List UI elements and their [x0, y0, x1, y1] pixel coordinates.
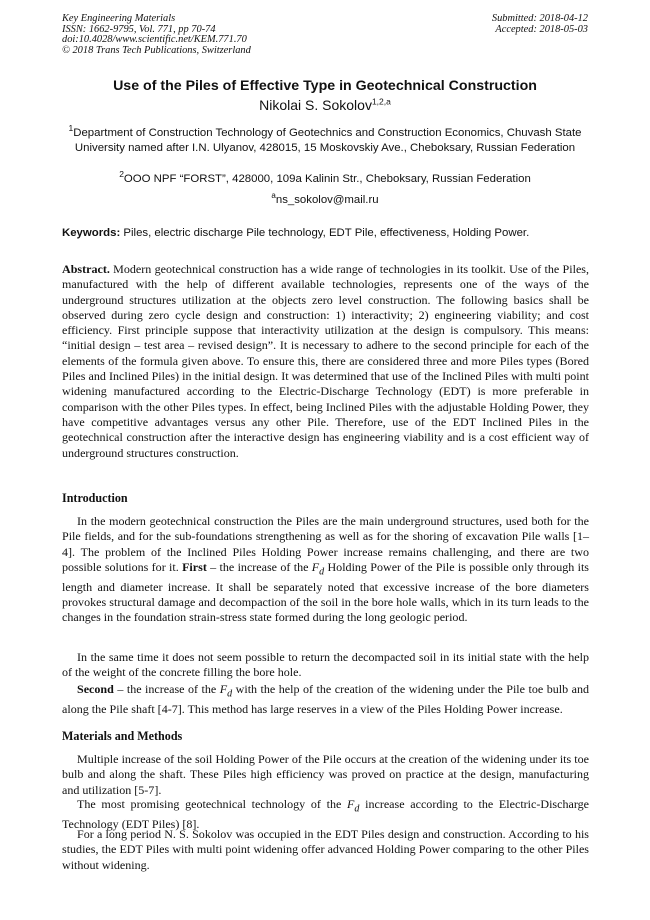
- keywords-text: Piles, electric discharge Pile technology, EDT Pile, effectiveness, Holding Power.: [123, 227, 530, 239]
- paper-title: Use of the Piles of Effective Type in Geotechnical Construction: [113, 78, 537, 94]
- affiliation-1: [66, 123, 584, 157]
- abstract-label: Abstract.: [62, 262, 110, 276]
- mm-p1-text: Multiple increase of the soil Holding Power of the Pile occurs at the creation of the widening under its toe bulb and along the shaft. These Piles high efficiency was proved on practice at the design, manufacturing and utilization [5-7].: [62, 752, 589, 797]
- affiliation-1-sup: 1: [68, 123, 74, 134]
- author-email[interactable]: [0, 191, 650, 206]
- materials-paragraph-1: [62, 752, 589, 798]
- abstract: [62, 262, 589, 461]
- journal-header-right: [492, 14, 588, 35]
- author-name: Nikolai S. Sokolov: [259, 97, 372, 113]
- introduction-heading: Introduction: [62, 491, 128, 505]
- journal-issn: ISSN: 1662-9795, Vol. 771, pp 70-74: [62, 23, 216, 35]
- mm-p2-text-a: The most promising geotechnical technology of the: [77, 797, 342, 811]
- intro-p3-text-a: – the increase of the: [117, 682, 217, 696]
- mm-p2-text-b: increase according to the Electric-Discharge Technology (EDT Piles) [8].: [62, 797, 590, 831]
- intro-p3-text-b: with the help of the creation of the widening under the Pile toe bulb and along the Pile shaft [4-7]. This method has large reserves in a view of the Piles Holding Power increase.: [62, 682, 590, 716]
- introduction-paragraph-1: [62, 514, 589, 625]
- journal-copyright: © 2018 Trans Tech Publications, Switzerland: [62, 44, 251, 56]
- accepted-date: Accepted: 2018-05-03: [495, 23, 588, 35]
- intro-p1-text-b: – the increase of the: [210, 559, 309, 574]
- intro-p1-text-c: Holding Power of the Pile is possible only through its length and diameter increase. It shall be separately noted that excessive increase of the bore diameters provokes structural damage and decompaction of the soil in the bore hole walls, which in its turn leads to the changes in the foundation strain-stress state formed during the long geologic period.: [62, 559, 589, 625]
- email-text[interactable]: ns_sokolov@mail.ru: [275, 194, 379, 206]
- introduction-paragraph-2: [62, 650, 589, 681]
- email-sup: a: [271, 191, 276, 201]
- mm-p3-text: For a long period N. S. Sokolov was occupied in the EDT Piles design and construction. According to his studies, the EDT Piles with multi point widening offer advanced Holding Power comparing to the other Piles without widening.: [62, 827, 589, 872]
- intro-p2-text: In the same time it does not seem possible to return the decompacted soil in its initial state with the help of the weight of the concrete filling the bore hole.: [62, 650, 589, 680]
- keywords-label: Keywords:: [62, 227, 121, 239]
- fd-symbol: $F_d$: [311, 559, 325, 578]
- journal-name: Key Engineering Materials: [62, 13, 176, 24]
- intro-first-label: First: [182, 559, 207, 574]
- affiliation-2: [66, 169, 584, 187]
- submitted-date: Submitted: 2018-04-12: [491, 13, 588, 24]
- affiliation-1-text: Department of Construction Technology of Geotechnics and Construction Economics, Chuvash State University named after I.N. Ulyanov, 428015, 15 Moskovskiy Ave., Cheboksary, Russian Federation: [73, 127, 582, 155]
- affiliation-2-sup: 2: [119, 169, 124, 180]
- author-sup: 1,2,a: [371, 96, 391, 107]
- author-line: [0, 97, 650, 113]
- fd-symbol: $F_d$: [219, 682, 233, 700]
- keywords: [62, 227, 592, 239]
- materials-paragraph-3: [62, 827, 589, 873]
- journal-doi: doi:10.4028/www.scientific.net/KEM.771.70: [62, 34, 247, 46]
- materials-heading: Materials and Methods: [62, 729, 183, 743]
- affiliation-2-text: OOO NPF “FORST”, 428000, 109a Kalinin Str., Cheboksary, Russian Federation: [123, 173, 531, 185]
- abstract-text: Modern geotechnical construction has a wide range of technologies in its toolkit. Use of the Piles, manufactured with the help of different available technologies, represents one of the ways of the underground structures utilization at the objects zero level construction. The following basics shall be observed during zero cycle design and construction: 1) interactivity; 2) engineering viability; and cost efficiency. First principle suppose that interactivity utilization at the design is compulsory. This means: “initial design – test area – revised design”. It is necessary to adhere to the second principle for each of the elements of the formula given above. To ensure this, there are considered three and more Piles types (Bored Piles and Inclined Piles) in the initial design. It was determined that use of the Inclined Piles with multi point widening manufactured according to the Electric-Discharge Technology (EDT) is more preferable in comparison with the other Piles types. In effect, being Inclined Piles with the adjustable Holding Power, they have competitive advantages versus any other Pile. Therefore, use of the EDT Inclined Piles in the geotechnical construction after the interactive design has engineering viability and is a cost efficient way of underground structures construction.: [62, 262, 589, 460]
- intro-p1-text-a: In the modern geotechnical construction the Piles are the main underground structures, used both for the Pile fields, and for the sub-foundations strengthening as well as for the shoring of excavation Pile walls [1–4]. The problem of the Inclined Piles Holding Power increase remains challenging, and there are two possible solutions for it.: [62, 514, 589, 574]
- intro-second-label: Second: [77, 682, 114, 696]
- fd-symbol: $F_d$: [347, 797, 360, 815]
- introduction-paragraph-3: [62, 682, 589, 717]
- journal-header-left: [62, 14, 251, 56]
